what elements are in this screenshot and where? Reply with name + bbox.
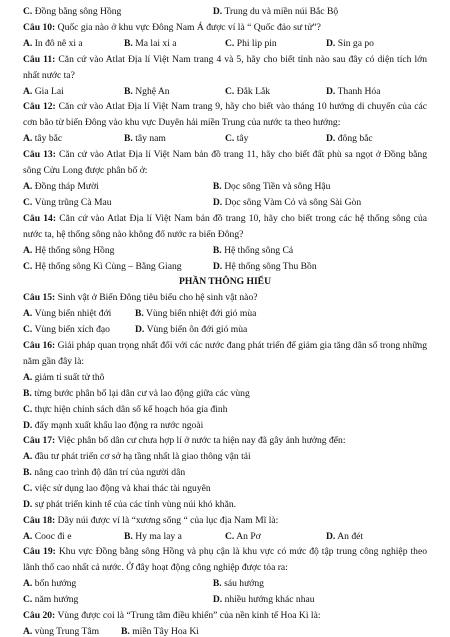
question-19-options-ab xyxy=(23,576,427,592)
question-14-options-ab xyxy=(23,242,427,258)
question-20-options-ab xyxy=(23,624,427,637)
option-d: D. nhiều hướng khác nhau xyxy=(212,594,315,606)
option-b: B. từng bước phân bố lại dân cư và lao động giữa các vùng xyxy=(23,387,250,399)
option-c: C. việc sử dụng lao động và khai thác tài nguyên xyxy=(23,483,211,495)
option-c: C. Hệ thống sông Kì Cùng – Bằng Giang xyxy=(23,260,182,272)
option-a: A. bốn hướng xyxy=(23,578,77,590)
option-d: D. An đét xyxy=(326,530,364,542)
question-12-options xyxy=(23,131,427,147)
option-b: B. Vùng biển nhiệt đới gió mùa xyxy=(135,308,257,320)
option-b: B. Hệ thống sông Cả xyxy=(212,244,294,256)
question-16: Câu 16: Giải pháp quan trọng nhất đối với các nước đang phát triển để giảm gia tăng dân số trong những năm gần đây là: xyxy=(23,339,427,367)
option-c: C. An Pơ xyxy=(225,530,261,542)
question-10: Câu 10: Quốc gia nào ở khu vực Đông Nam Á được ví là “ Quốc đảo sư tử”? xyxy=(23,22,321,34)
option-a: A. Cooc đi e xyxy=(23,530,72,542)
option-d: D. Vùng biển ôn đới gió mùa xyxy=(135,324,248,336)
question-17: Câu 17: Việc phân bố dân cư chưa hợp lí ở nước ta hiện nay đã gây ảnh hưởng đến: xyxy=(23,435,346,447)
option-d: D. Dọc sông Vàm Cỏ và sông Sài Gòn xyxy=(212,196,362,208)
option-a: A. vùng Trung Tâm xyxy=(23,626,100,637)
option-b: B. Hy ma lay a xyxy=(124,530,182,542)
question-19: Câu 19: Khu vực Đồng bằng sông Hồng và phụ cận là khu vực có mức độ tập trung công nghiệp theo lãnh thổ cao nhất cả nước. Ở đây hoạt động công nghiệp được tỏa ra: xyxy=(23,546,428,574)
option-d: D. đẩy mạnh xuất khẩu lao động ra nước ngoài xyxy=(23,419,204,431)
question-13-options-cd xyxy=(23,195,427,211)
section-title: PHẦN THÔNG HIỂU xyxy=(178,276,272,288)
option-c: C. Đắk Lắk xyxy=(225,85,271,97)
option-c: C. Phi lip pin xyxy=(225,37,277,49)
option-d: D. Trung du và miền núi Bắc Bộ xyxy=(212,6,339,18)
question-11-options xyxy=(23,83,427,99)
question-10-options xyxy=(23,36,427,52)
option-b: B. tây nam xyxy=(124,133,166,145)
option-d: D. Hệ thống sông Thu Bồn xyxy=(212,260,317,272)
option-a: A. đầu tư phát triển cơ sở hạ tầng nhất là giao thông vận tải xyxy=(23,451,251,463)
option-d: D. Sin ga po xyxy=(326,37,374,49)
option-b: B. sáu hướng xyxy=(212,578,264,590)
option-b: B. Nghệ An xyxy=(124,85,170,97)
option-b: B. nâng cao trình độ dân trí của người dân xyxy=(23,467,186,479)
q9-options-cd xyxy=(23,4,427,20)
question-15-options-ab xyxy=(23,306,427,322)
option-a: A. In đô nê xi a xyxy=(23,37,83,49)
option-d: D. sự phát triển kinh tế của các tỉnh vùng núi khó khăn. xyxy=(23,498,237,510)
option-b: B. miền Tây Hoa Kì xyxy=(121,626,199,637)
option-c: C. Đồng bằng sông Hồng xyxy=(23,6,122,18)
question-20: Câu 20: Vùng được coi là “Trung tâm điều khiển” của nền kinh tế Hoa Kì là: xyxy=(23,610,321,622)
option-a: A. Vùng biển nhiệt đới xyxy=(23,308,112,320)
question-13: Câu 13: Căn cứ vào Atlat Địa lí Việt Nam bản đồ trang 11, hãy cho biết đất phù sa ngọt ở Đồng bằng sông Cửu Long được phân bố ở: xyxy=(23,149,428,176)
option-a: A. Đồng tháp Mười xyxy=(23,181,99,193)
question-11: Câu 11: Căn cứ vào Atlat Địa lí Việt Nam trang 4 và 5, hãy cho biết tỉnh nào sau đây có diện tích lớn nhất nước ta? xyxy=(23,53,427,81)
option-b: B. Ma lai xi a xyxy=(124,37,177,49)
option-c: C. Vùng biển xích đạo xyxy=(23,324,110,336)
option-a: A. giảm tỉ suất tử thô xyxy=(23,371,105,383)
question-19-options-cd xyxy=(23,592,427,608)
question-12: Câu 12: Căn cứ vào Atlat Địa lí Việt Nam trang 9, hãy cho biết vào tháng 10 hướng di chuyển của các cơn bão từ biển Đông vào khu vực Duyên hải miền Trung của nước ta theo hướng: xyxy=(23,101,427,129)
question-18-options xyxy=(23,529,427,545)
question-14: Câu 14: Căn cứ vào Atlat Địa lí Việt Nam bản đồ trang 10, hãy cho biết trong các hệ thống sông của nước ta, hệ thống sông nào không đổ nước ra biển Đông? xyxy=(23,212,427,240)
option-b: B. Dọc sông Tiền và sông Hậu xyxy=(212,181,331,193)
option-c: C. Vùng trũng Cà Mau xyxy=(23,196,112,208)
question-15-options-cd xyxy=(23,322,427,338)
option-a: A. Gia Lai xyxy=(23,85,64,97)
question-18: Câu 18: Dãy núi được ví là “xương sống “ của lục địa Nam Mĩ là: xyxy=(23,514,279,526)
option-a: A. tây bắc xyxy=(23,133,63,145)
option-d: D. đông bắc xyxy=(326,133,373,145)
option-a: A. Hệ thống sông Hồng xyxy=(23,244,115,256)
option-d: D. Thanh Hóa xyxy=(326,85,381,97)
question-14-options-cd xyxy=(23,258,427,274)
option-c: C. thực hiện chính sách dân số kế hoạch hóa gia đình xyxy=(23,403,228,415)
question-15: Câu 15: Sinh vật ở Biển Đông tiêu biểu cho hệ sinh vật nào? xyxy=(23,292,258,304)
question-13-options-ab xyxy=(23,179,427,195)
option-c: C. tây xyxy=(225,133,249,145)
option-c: C. năm hướng xyxy=(23,594,79,606)
